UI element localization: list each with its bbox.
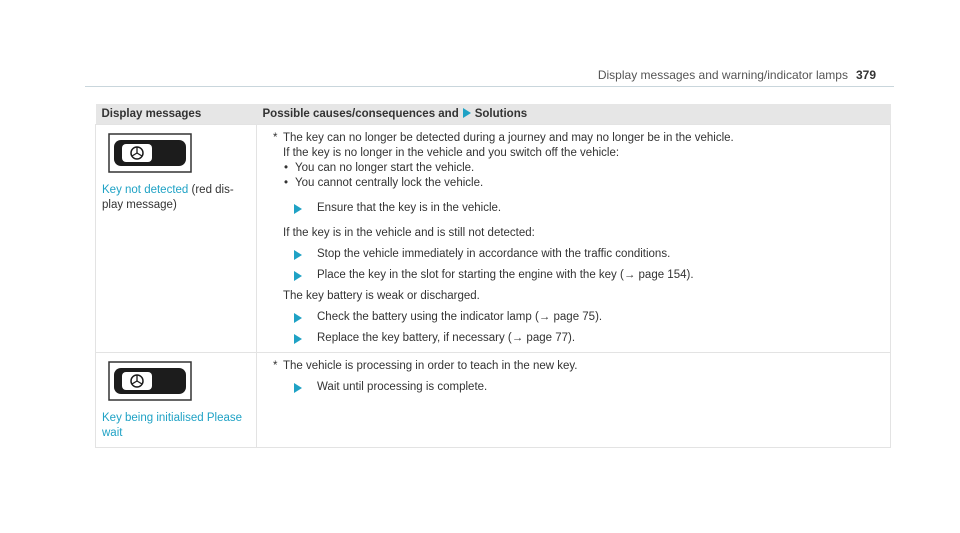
action-arrow-icon [294, 383, 302, 393]
message-text: Key being initialised Please [102, 412, 243, 424]
page-header [598, 68, 876, 82]
message-suffix: (red dis- [191, 184, 234, 196]
action-item: Ensure that the key is in the vehicle. [295, 201, 884, 216]
header-divider [85, 86, 894, 87]
action-arrow-icon [294, 313, 302, 323]
key-fob-icon [108, 361, 192, 401]
solution-cell: * The vehicle is processing in order to teach in the new key. Wait until processing is complete. [257, 353, 891, 448]
message-cell [96, 353, 257, 448]
action-item: Place the key in the slot for starting the engine with the key (→ page 154). [295, 268, 884, 283]
action-arrow-icon [294, 250, 302, 260]
action-item: Wait until processing is complete. [295, 380, 884, 395]
action-arrow-icon [294, 334, 302, 344]
message-cell [96, 125, 257, 353]
message-text: Key not detected [102, 184, 189, 196]
bullet-item: • You cannot centrally lock the vehicle. [295, 176, 884, 191]
table-row [96, 353, 891, 448]
message-text-2: wait [102, 427, 123, 439]
action-item: Stop the vehicle immediately in accordance with the traffic conditions. [295, 247, 884, 262]
action-item: Replace the key battery, if necessary (→ page 77). [295, 331, 884, 346]
solution-cell: * The key can no longer be detected during a journey and may no longer be in the vehicle. If the key is no longer in the vehicle and you switch off the vehicle: • You can no longer start the vehicle. • You cannot centrally lock the vehicle. Ensure that the key is in the vehicle. If the key is in the vehicle and is still not detected: Stop the vehicle immediately in accordance with the traffic conditions. Place the key in the slot for starting the engine with the key (→ page 154). The key battery is weak or discharged. Check the battery using the indicator lamp (→ page 75). Replace the key battery, if necessary (→ page 77). [257, 125, 891, 353]
cause-text: The vehicle is processing in order to teach in the new key. [283, 360, 578, 372]
action-arrow-icon [294, 271, 302, 281]
bullet-item: • You can no longer start the vehicle. [295, 161, 884, 176]
table-header-row [96, 104, 891, 125]
col-display-messages: Display messages [96, 104, 257, 125]
condition-text: If the key is no longer in the vehicle and you switch off the vehicle: [283, 147, 620, 159]
key-fob-icon [108, 133, 192, 173]
message-suffix-2: play message) [102, 199, 177, 211]
cause-text: The key can no longer be detected during a journey and may no longer be in the vehicle. [283, 132, 734, 144]
condition-text: If the key is in the vehicle and is still not detected: [283, 227, 535, 239]
page-number: 379 [855, 68, 876, 82]
arrow-right-icon [463, 108, 471, 118]
condition-text: The key battery is weak or discharged. [283, 290, 480, 302]
action-item: Check the battery using the indicator lamp (→ page 75). [295, 310, 884, 325]
col-solutions-label: Solutions [474, 108, 528, 120]
header-title: Display messages and warning/indicator lamps [597, 68, 848, 82]
col-causes-solutions [257, 104, 891, 125]
messages-table [95, 104, 891, 448]
col-causes-label: Possible causes/consequences and [262, 108, 459, 120]
table-row [96, 125, 891, 353]
action-arrow-icon [294, 204, 302, 214]
